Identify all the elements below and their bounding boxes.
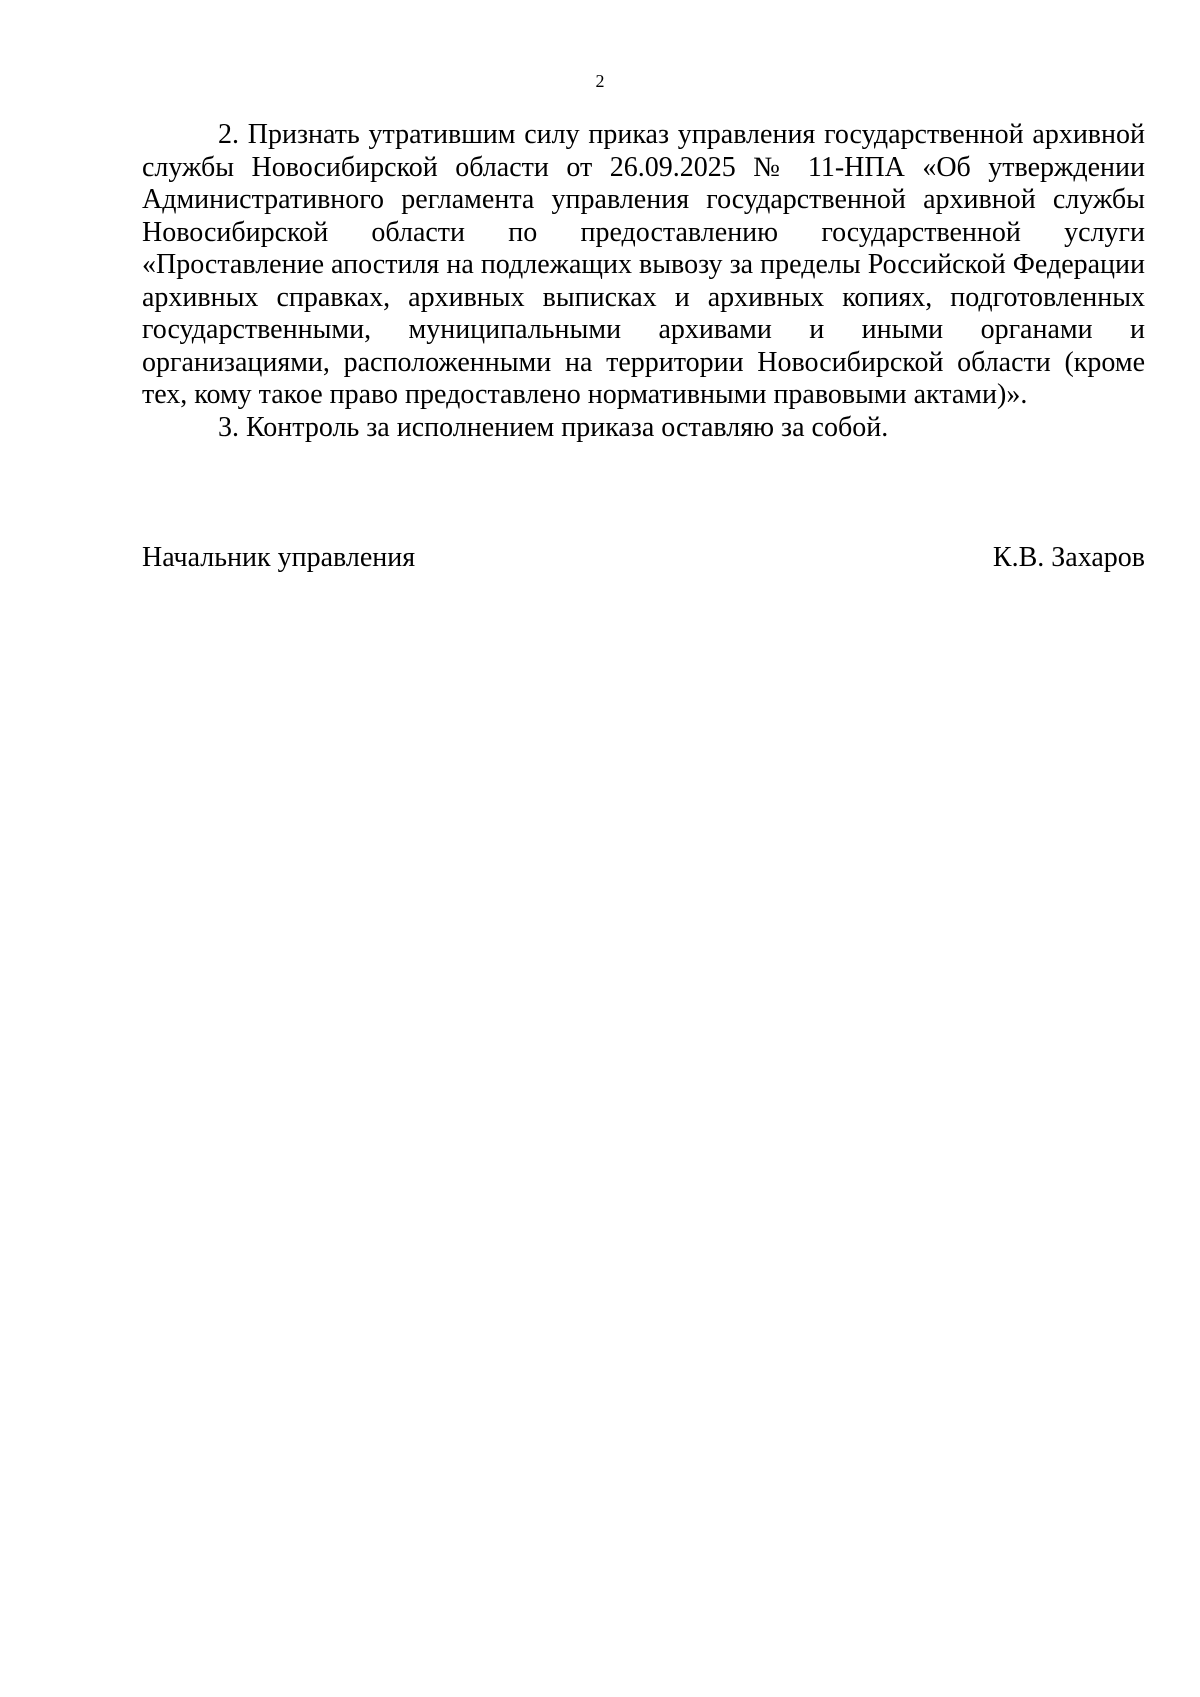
paragraph-3: 3. Контроль за исполнением приказа оставляю за собой.	[218, 411, 889, 443]
page-number: 2	[595, 71, 605, 91]
signatory-name: К.В. Захаров	[992, 542, 1145, 573]
signature-block	[142, 542, 1145, 578]
paragraph-2: 2. Признать утратившим силу приказ управления государственной архивной службы Новосибирской области от 26.09.2025 № 11-НПА «Об утверждении Административного регламента управления государственной архивной службы Новосибирской области по предоставлению государственной услуги «Проставление апостиля на подлежащих вывозу за пределы Российской Федерации архивных справках, архивных выписках и архивных копиях, подготовленных государственными, муниципальными архивами и иными органами и организациями, расположенными на территории Новосибирской области (кроме тех, кому такое право предоставлено нормативными правовыми актами)».	[142, 119, 1145, 410]
signatory-position: Начальник управления	[142, 542, 416, 573]
document-body	[142, 119, 1145, 444]
